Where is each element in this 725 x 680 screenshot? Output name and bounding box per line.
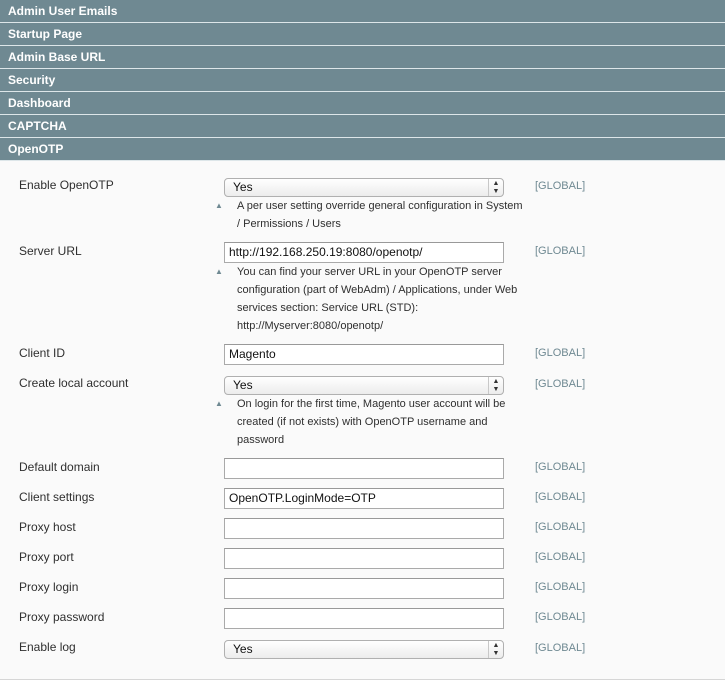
scope-label: [GLOBAL] [535, 551, 586, 563]
section-captcha[interactable]: CAPTCHA [0, 115, 725, 138]
scope-label: [GLOBAL] [535, 581, 586, 593]
updown-arrows-icon: ▲ ▼ [488, 179, 503, 196]
create-local-account-note [215, 395, 519, 449]
create-local-account-select[interactable] [224, 376, 504, 395]
proxy-port-input[interactable] [224, 548, 504, 569]
enable-log-select[interactable] [224, 640, 504, 659]
server-url-note-text: You can find your server URL in your OpenOTP server configuration (part of WebAdm) / Applications, under Web services section: Service URL (STD): http://Myserver:8080/openotp/ [237, 266, 518, 332]
section-openotp[interactable]: OpenOTP [0, 138, 725, 161]
section-startup-page[interactable]: Startup Page [0, 23, 725, 46]
enable-openotp-select[interactable] [224, 178, 504, 197]
default-domain-label: Default domain [19, 460, 100, 474]
updown-arrows-icon: ▲ ▼ [488, 377, 503, 394]
proxy-login-label: Proxy login [19, 580, 79, 594]
openotp-settings-panel [0, 161, 725, 680]
enable-openotp-value: Yes [233, 180, 253, 194]
section-admin-base-url[interactable]: Admin Base URL [0, 46, 725, 69]
server-url-label: Server URL [19, 244, 82, 258]
scope-label: [GLOBAL] [535, 642, 586, 654]
proxy-password-input[interactable] [224, 608, 504, 629]
scope-label: [GLOBAL] [535, 611, 586, 623]
client-id-input[interactable]: Magento [224, 344, 504, 365]
updown-arrows-icon: ▲ ▼ [488, 641, 503, 658]
enable-openotp-note-text: A per user setting override general configuration in System / Permissions / Users [237, 200, 523, 230]
section-dashboard[interactable]: Dashboard [0, 92, 725, 115]
proxy-host-label: Proxy host [19, 520, 76, 534]
scope-label: [GLOBAL] [535, 491, 586, 503]
proxy-host-input[interactable] [224, 518, 504, 539]
client-id-label: Client ID [19, 346, 66, 360]
scope-label: [GLOBAL] [535, 461, 586, 473]
scope-label: [GLOBAL] [535, 378, 586, 390]
create-local-account-note-text: On login for the first time, Magento user account will be created (if not exists) with OpenOTP username and password [237, 398, 506, 446]
proxy-password-label: Proxy password [19, 610, 105, 624]
proxy-login-input[interactable] [224, 578, 504, 599]
create-local-account-label: Create local account [19, 376, 129, 390]
server-url-note [215, 263, 519, 335]
enable-openotp-label: Enable OpenOTP [19, 178, 114, 192]
triangle-up-icon: ▲ [215, 201, 223, 210]
client-settings-input[interactable]: OpenOTP.LoginMode=OTP [224, 488, 504, 509]
proxy-port-label: Proxy port [19, 550, 74, 564]
scope-label: [GLOBAL] [535, 347, 586, 359]
default-domain-input[interactable] [224, 458, 504, 479]
triangle-up-icon: ▲ [215, 399, 223, 408]
enable-openotp-note [215, 197, 527, 233]
enable-log-value: Yes [233, 642, 253, 656]
scope-label: [GLOBAL] [535, 245, 586, 257]
section-security[interactable]: Security [0, 69, 725, 92]
server-url-input[interactable]: http://192.168.250.19:8080/openotp/ [224, 242, 504, 263]
scope-label: [GLOBAL] [535, 180, 586, 192]
client-settings-label: Client settings [19, 490, 95, 504]
triangle-up-icon: ▲ [215, 267, 223, 276]
create-local-account-value: Yes [233, 378, 253, 392]
scope-label: [GLOBAL] [535, 521, 586, 533]
section-admin-user-emails[interactable]: Admin User Emails [0, 0, 725, 23]
enable-log-label: Enable log [19, 640, 76, 654]
